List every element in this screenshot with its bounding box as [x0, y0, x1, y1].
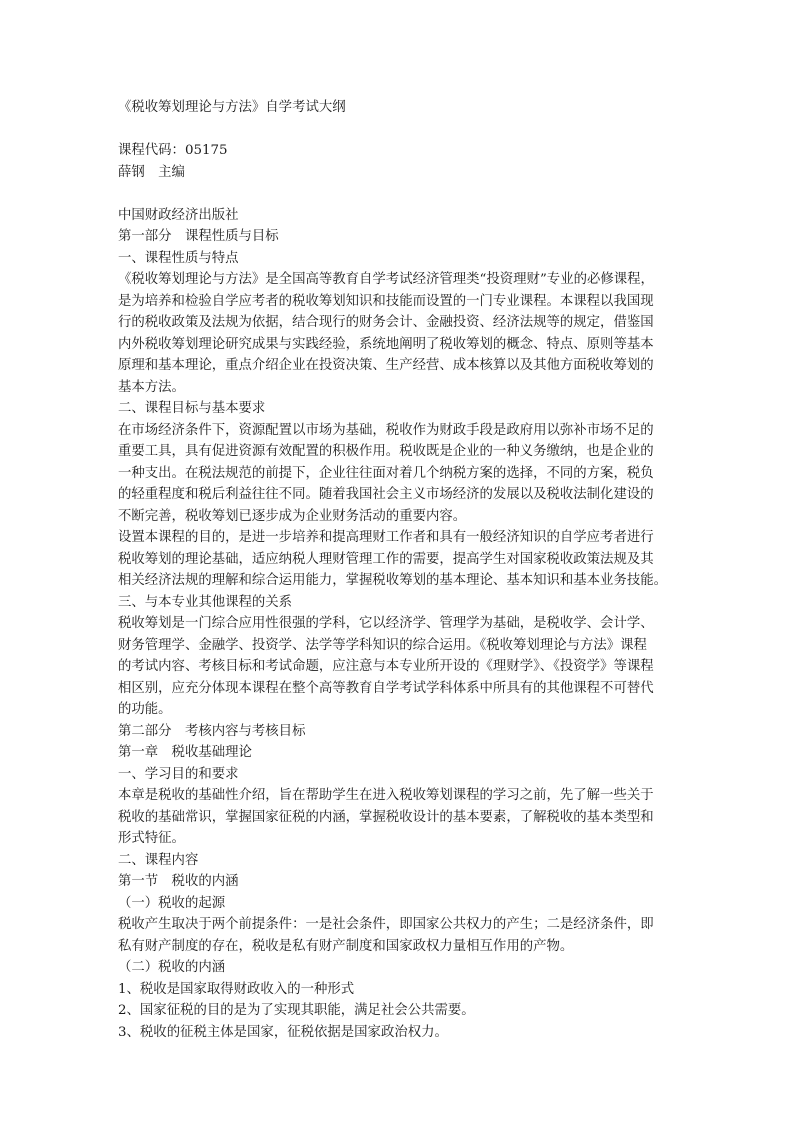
paragraph-line: 原理和基本理论，重点介绍企业在投资决策、生产经营、成本核算以及其他方面税收筹划的 — [118, 358, 654, 373]
paragraph-line: 的轻重程度和税后利益往往不同。随着我国社会主义市场经济的发展以及税收法制化建设的 — [118, 487, 654, 502]
section-heading: 三、与本专业其他课程的关系 — [118, 594, 293, 610]
paragraph-line: 一种支出。在税法规范的前提下，企业往往面对着几个纳税方案的选择，不同的方案，税负 — [118, 465, 654, 481]
paragraph-line: 是为培养和检验自学应考者的税收筹划知识和技能而设置的一门专业课程。本课程以我国现 — [118, 293, 654, 309]
section-heading: 一、课程性质与特点 — [118, 250, 239, 266]
paragraph-line: 私有财产制度的存在，税收是私有财产制度和国家政权力量相互作用的产物。 — [118, 938, 574, 954]
paragraph-line: 相区别，应充分体现本课程在整个高等教育自学考试学科体系中所具有的其他课程不可替代 — [118, 680, 654, 696]
chapter-heading: 第一章 税收基础理论 — [118, 745, 252, 760]
editor: 薛钢 主编 — [118, 164, 185, 180]
list-item: 3、税收的征税主体是国家，征税依据是国家政治权力。 — [118, 1024, 448, 1040]
paragraph-line: 行的税收政策及法规为依据，结合现行的财务会计、金融投资、经济法规等的规定，借鉴国 — [118, 315, 654, 330]
paragraph-line: 本章是税收的基础性介绍，旨在帮助学生在进入税收筹划课程的学习之前，先了解一些关于 — [118, 788, 654, 803]
paragraph-line: 税收的基础常识，掌握国家征税的内涵，掌握税收设计的基本要素，了解税收的基本类型和 — [118, 809, 654, 825]
section-heading: 二、课程目标与基本要求 — [118, 401, 266, 416]
publisher: 中国财政经济出版社 — [118, 207, 239, 223]
spacer — [118, 119, 678, 141]
paragraph-line: 相关经济法规的理解和综合运用能力，掌握税收筹划的基本理论、基本知识和基本业务技能。 — [118, 573, 668, 588]
part2-heading: 第二部分 考核内容与考核目标 — [118, 723, 306, 739]
subsection-heading: 第一节 税收的内涵 — [118, 874, 239, 889]
subsection-heading: （一）税收的起源 — [118, 895, 226, 911]
section-heading: 一、学习目的和要求 — [118, 766, 239, 782]
document-title: 《税收筹划理论与方法》自学考试大纲 — [118, 100, 346, 115]
part1-heading: 第一部分 课程性质与目标 — [118, 229, 279, 244]
paragraph-line: 税收筹划的理论基础，适应纳税人理财管理工作的需要，提高学生对国家税收政策法规及其 — [118, 551, 654, 567]
paragraph-line: 基本方法。 — [118, 379, 185, 395]
paragraph-line: 的考试内容、考核目标和考试命题，应注意与本专业所开设的《理财学》、《投资学》等课程 — [118, 659, 654, 674]
paragraph-line: 不断完善，税收筹划已逐步成为企业财务活动的重要内容。 — [118, 508, 467, 524]
document-page — [118, 97, 678, 1043]
course-code: 课程代码：05175 — [118, 143, 228, 158]
paragraph-line: 财务管理学、金融学、投资学、法学等学科知识的综合运用。《税收筹划理论与方法》课程 — [118, 637, 647, 653]
list-item: 1、税收是国家取得财政收入的一种形式 — [118, 981, 355, 997]
list-item: 2、国家征税的目的是为了实现其职能，满足社会公共需要。 — [118, 1003, 475, 1018]
paragraph-line: 税收筹划是一门综合应用性很强的学科，它以经济学、管理学为基础，是税收学、会计学、 — [118, 616, 654, 631]
subsection-heading: （二）税收的内涵 — [118, 960, 226, 975]
paragraph-line: 形式特征。 — [118, 831, 185, 846]
spacer — [118, 183, 678, 205]
paragraph-line: 的功能。 — [118, 702, 172, 717]
paragraph-line: 重要工具，具有促进资源有效配置的积极作用。税收既是企业的一种义务缴纳，也是企业的 — [118, 444, 654, 459]
paragraph-line: 在市场经济条件下，资源配置以市场为基础，税收作为财政手段是政府用以弥补市场不足的 — [118, 422, 654, 438]
paragraph-line: 税收产生取决于两个前提条件：一是社会条件，即国家公共权力的产生；二是经济条件，即 — [118, 917, 654, 932]
paragraph-line: 内外税收筹划理论研究成果与实践经验，系统地阐明了税收筹划的概念、特点、原则等基本 — [118, 336, 654, 352]
paragraph-line: 《税收筹划理论与方法》是全国高等教育自学考试经济管理类“投资理财”专业的必修课程， — [118, 272, 654, 287]
section-heading: 二、课程内容 — [118, 852, 199, 868]
paragraph-line: 设置本课程的目的，是进一步培养和提高理财工作者和具有一般经济知识的自学应考者进行 — [118, 530, 654, 545]
